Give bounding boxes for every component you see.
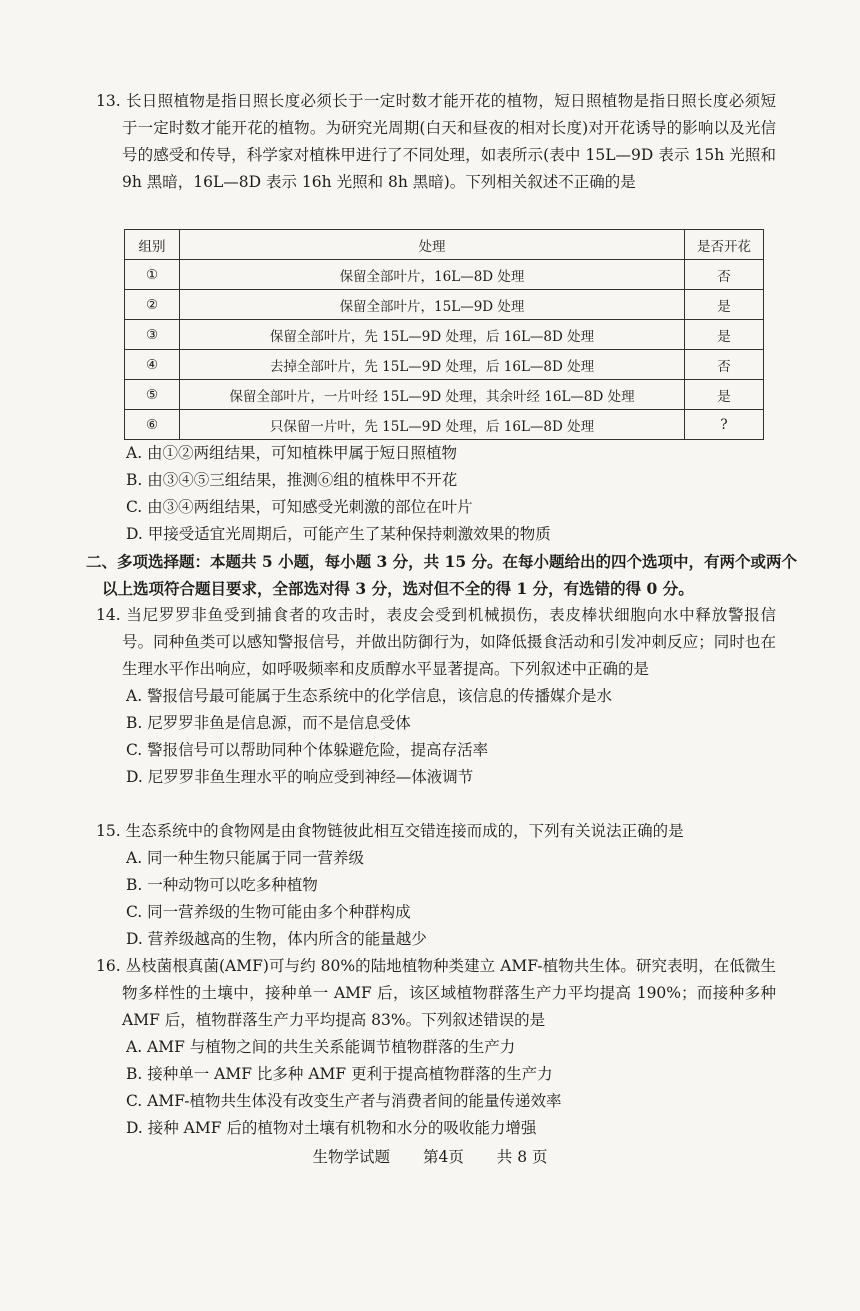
question-14 (96, 602, 776, 791)
table-cell-group: ⑥ (125, 410, 180, 440)
option-b: B. 一种动物可以吃多种植物 (126, 876, 318, 894)
option-d: D. 接种 AMF 后的植物对土壤有机物和水分的吸收能力增强 (126, 1119, 537, 1137)
question-13-stem: 13. 长日照植物是指日照长度必须长于一定时数才能开花的植物，短日照植物是指日照长度必须短于一定时数才能开花的植物。为研究光周期(白天和昼夜的相对长度)对开花诱导的影响以及光信号的感受和传导，科学家对植株甲进行了不同处理，如表所示(表中 15L—9D 表示 15h 光照和 9h 黑暗，16L—8D 表示 16h 光照和 8h 黑暗)。下列相关叙述不正确的是 (96, 92, 776, 191)
option-b: B. 接种单一 AMF 比多种 AMF 更利于提高植物群落的生产力 (126, 1065, 553, 1083)
table-row (125, 380, 764, 410)
option-c: C. AMF-植物共生体没有改变生产者与消费者间的能量传递效率 (126, 1092, 562, 1110)
option-c: C. 由③④两组结果，可知感受光刺激的部位在叶片 (126, 498, 473, 516)
table-header-group: 组别 (125, 230, 180, 260)
table-cell-treatment: 保留全部叶片，先 15L—9D 处理，后 16L—8D 处理 (180, 320, 685, 350)
table-cell-group: ② (125, 290, 180, 320)
table-cell-flowering: 是 (685, 320, 764, 350)
table-cell-treatment: 去掉全部叶片，先 15L—9D 处理，后 16L—8D 处理 (180, 350, 685, 380)
question-15 (96, 818, 776, 953)
option-a: A. AMF 与植物之间的共生关系能调节植物群落的生产力 (126, 1038, 516, 1056)
page-footer (0, 1145, 860, 1167)
table-cell-flowering: 是 (685, 380, 764, 410)
table-row (125, 350, 764, 380)
table-row (125, 290, 764, 320)
question-15-stem: 15. 生态系统中的食物网是由食物链彼此相互交错连接而成的，下列有关说法正确的是 (96, 822, 684, 840)
table-cell-group: ④ (125, 350, 180, 380)
table-row (125, 320, 764, 350)
table-header-row (125, 230, 764, 260)
table-cell-treatment: 保留全部叶片，一片叶经 15L—9D 处理，其余叶经 16L—8D 处理 (180, 380, 685, 410)
question-13-options (96, 440, 776, 548)
option-d: D. 甲接受适宜光周期后，可能产生了某种保持刺激效果的物质 (126, 525, 551, 543)
table-cell-group: ⑤ (125, 380, 180, 410)
q13-table (124, 229, 764, 440)
table-header-flowering: 是否开花 (685, 230, 764, 260)
footer-total-pages: 共 8 页 (496, 1148, 548, 1166)
option-b: B. 尼罗罗非鱼是信息源，而不是信息受体 (126, 714, 411, 732)
table-cell-treatment: 保留全部叶片，15L—9D 处理 (180, 290, 685, 320)
table-cell-group: ① (125, 260, 180, 290)
table-cell-group: ③ (125, 320, 180, 350)
option-d: D. 营养级越高的生物，体内所含的能量越少 (126, 930, 427, 948)
footer-subject: 生物学试题 (312, 1148, 391, 1166)
option-c: C. 同一营养级的生物可能由多个种群构成 (126, 903, 411, 921)
option-a: A. 由①②两组结果，可知植株甲属于短日照植物 (126, 444, 458, 462)
table-cell-flowering: 否 (685, 350, 764, 380)
question-13 (96, 88, 776, 196)
table-cell-treatment: 保留全部叶片，16L—8D 处理 (180, 260, 685, 290)
footer-page-number: 第4页 (422, 1148, 464, 1166)
question-16 (96, 953, 776, 1142)
table-header-treatment: 处理 (180, 230, 685, 260)
option-b: B. 由③④⑤三组结果，推测⑥组的植株甲不开花 (126, 471, 458, 489)
option-a: A. 警报信号最可能属于生态系统中的化学信息，该信息的传播媒介是水 (126, 687, 613, 705)
option-d: D. 尼罗罗非鱼生理水平的响应受到神经—体液调节 (126, 768, 474, 786)
question-16-stem: 16. 丛枝菌根真菌(AMF)可与约 80%的陆地植物种类建立 AMF-植物共生体。研究表明，在低微生物多样性的土壤中，接种单一 AMF 后，该区域植物群落生产力平均提高 190%；而接种多种 AMF 后，植物群落生产力平均提高 83%。下列叙述错误的是 (96, 957, 776, 1029)
table-cell-flowering: 是 (685, 290, 764, 320)
option-c: C. 警报信号可以帮助同种个体躲避危险，提高存活率 (126, 741, 489, 759)
table-cell-flowering: ? (685, 410, 764, 440)
section-heading: 二、多项选择题：本题共 5 小题，每小题 3 分，共 15 分。在每小题给出的四个选项中，有两个或两个以上选项符合题目要求，全部选对得 3 分，选对但不全的得 1 分，有选错的得 0 分。 (86, 552, 798, 598)
table-row (125, 410, 764, 440)
table-cell-flowering: 否 (685, 260, 764, 290)
question-14-stem: 14. 当尼罗罗非鱼受到捕食者的攻击时，表皮会受到机械损伤，表皮棒状细胞向水中释放警报信号。同种鱼类可以感知警报信号，并做出防御行为，如降低摄食活动和引发冲刺反应；同时也在生理水平作出响应，如呼吸频率和皮质醇水平显著提高。下列叙述中正确的是 (96, 606, 776, 678)
table-cell-treatment: 只保留一片叶，先 15L—9D 处理，后 16L—8D 处理 (180, 410, 685, 440)
table-row (125, 260, 764, 290)
option-a: A. 同一种生物只能属于同一营养级 (126, 849, 365, 867)
